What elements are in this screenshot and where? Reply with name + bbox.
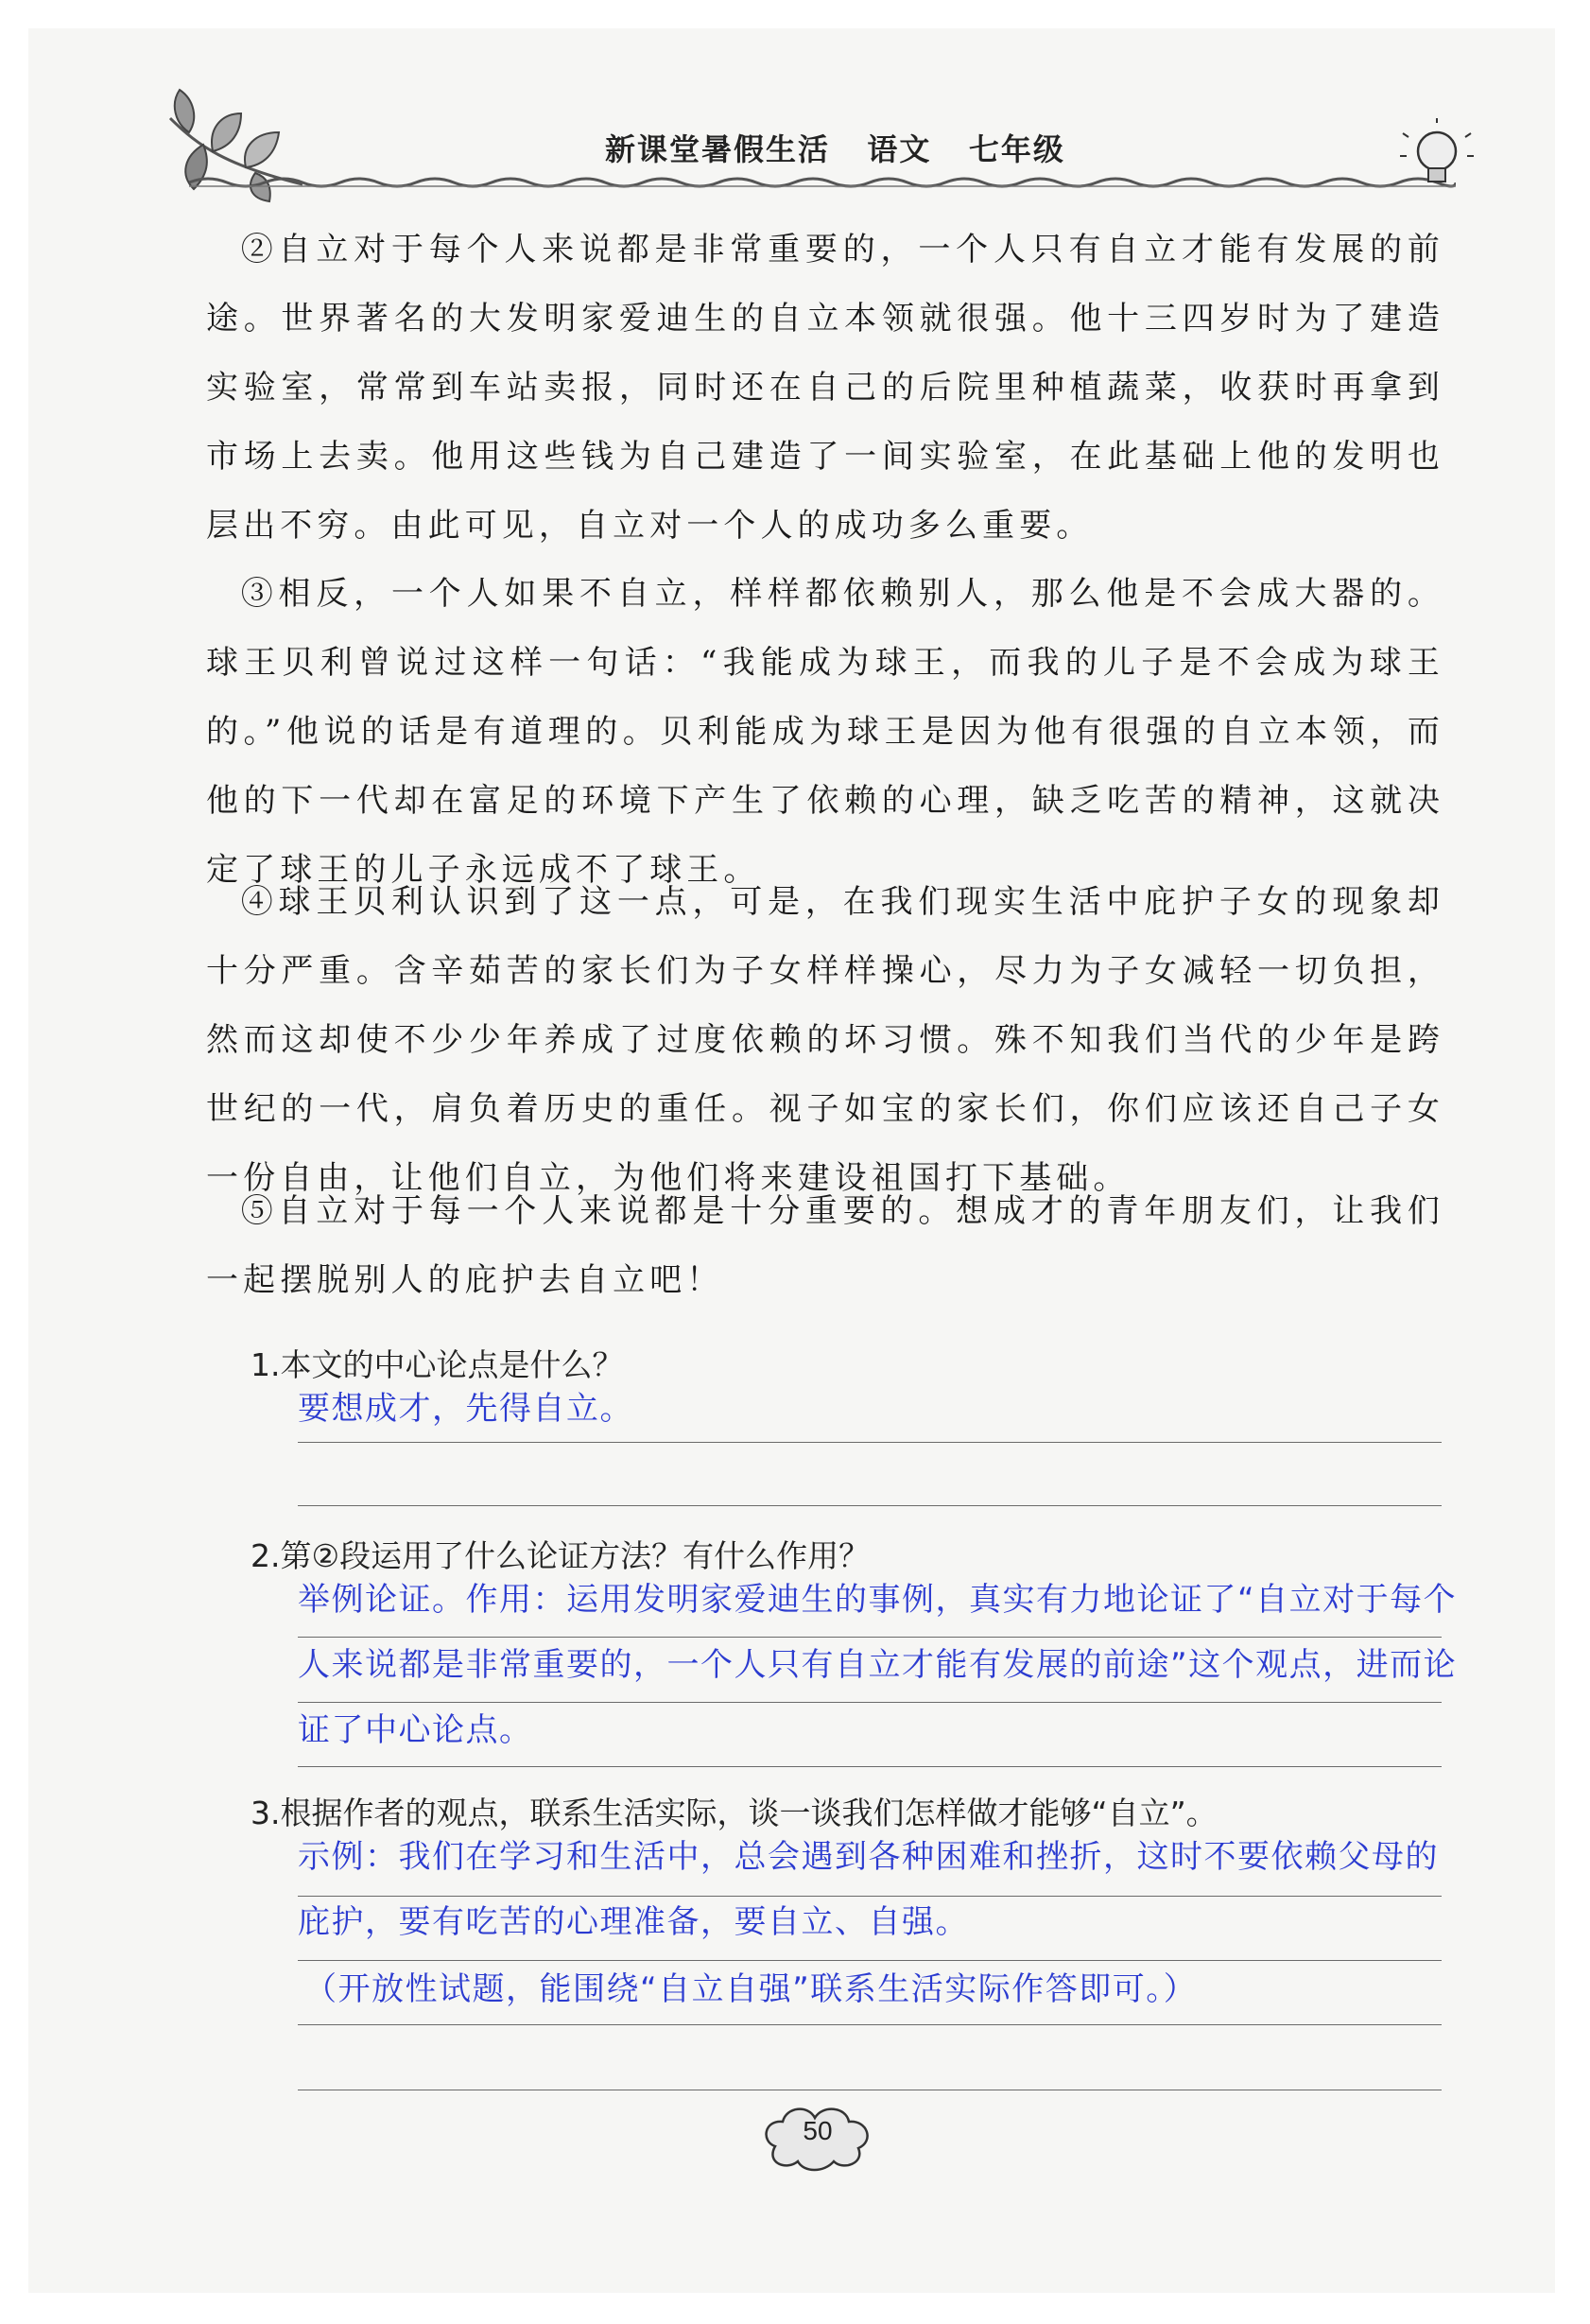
article-paragraph-3: ③相反，一个人如果不自立，样样都依赖别人，那么他是不会成大器的。球王贝利曾说过这样一句话：“我能成为球王，而我的儿子是不会成为球王的。”他说的话是有道理的。贝利能成为球王是因为他有很强的自立本领，而他的下一代却在富足的环境下产生了依赖的心理，缺乏吃苦的精神，这就决定了球王的儿子永远成不了球王。 <box>206 575 1444 889</box>
answer-line <box>298 1702 1442 1703</box>
answer-2: 举例论证。作用：运用发明家爱迪生的事例，真实有力地论证了“自立对于每个人来说都是非常重要的，一个人只有自立才能有发展的前途”这个观点，进而论证了中心论点。 <box>298 1581 1458 1749</box>
lightbulb-icon <box>1399 118 1475 203</box>
answer-line <box>298 1442 1442 1443</box>
article-paragraph-2: ②自立对于每个人来说都是非常重要的，一个人只有自立才能有发展的前途。世界著名的大发明家爱迪生的自立本领就很强。他十三四岁时为了建造实验室，常常到车站卖报，同时还在自己的后院里种植蔬菜，收获时再拿到市场上去卖。他用这些钱为自己建造了一间实验室，在此基础上他的发明也层出不穷。由此可见，自立对一个人的成功多么重要。 <box>206 231 1444 545</box>
answer-3: 示例：我们在学习和生活中，总会遇到各种困难和挫折，这时不要依赖父母的庇护，要有吃苦的心理准备，要自立、自强。 <box>298 1838 1439 1941</box>
answer-1: 要想成才，先得自立。 <box>298 1390 633 1428</box>
page-header-title: 新课堂暑假生活 语文 七年级 <box>605 131 1065 167</box>
answer-line <box>298 1766 1442 1767</box>
question-1: 1.本文的中心论点是什么？ <box>251 1346 624 1383</box>
question-3: 3.根据作者的观点，联系生活实际，谈一谈我们怎样做才能够“自立”。 <box>251 1795 1218 1831</box>
article-paragraph-4: ④球王贝利认识到了这一点，可是，在我们现实生活中庇护子女的现象却十分严重。含辛茹苦的家长们为子女样样操心，尽力为子女减轻一切负担，然而这却使不少少年养成了过度依赖的坏习惯。殊不知我们当代的少年是跨世纪的一代，肩负着历史的重任。视子如宝的家长们，你们应该还自己子女一份自由，让他们自立，为他们将来建设祖国打下基础。 <box>206 883 1444 1197</box>
answer-line <box>298 1637 1442 1638</box>
page-number: 50 <box>803 2116 833 2145</box>
page-number-badge <box>756 2099 879 2175</box>
answer-line <box>298 1960 1442 1961</box>
question-2: 2.第②段运用了什么论证方法？有什么作用？ <box>251 1537 871 1574</box>
answer-line <box>298 1896 1442 1897</box>
answer-line <box>298 2024 1442 2025</box>
header-divider <box>189 173 1456 192</box>
answer-3-note: （开放性试题，能围绕“自立自强”联系生活实际作答即可。） <box>304 1970 1198 2008</box>
answer-line <box>298 1505 1442 1506</box>
article-paragraph-5: ⑤自立对于每一个人来说都是十分重要的。想成才的青年朋友们，让我们一起摆脱别人的庇护去自立吧！ <box>206 1192 1444 1299</box>
